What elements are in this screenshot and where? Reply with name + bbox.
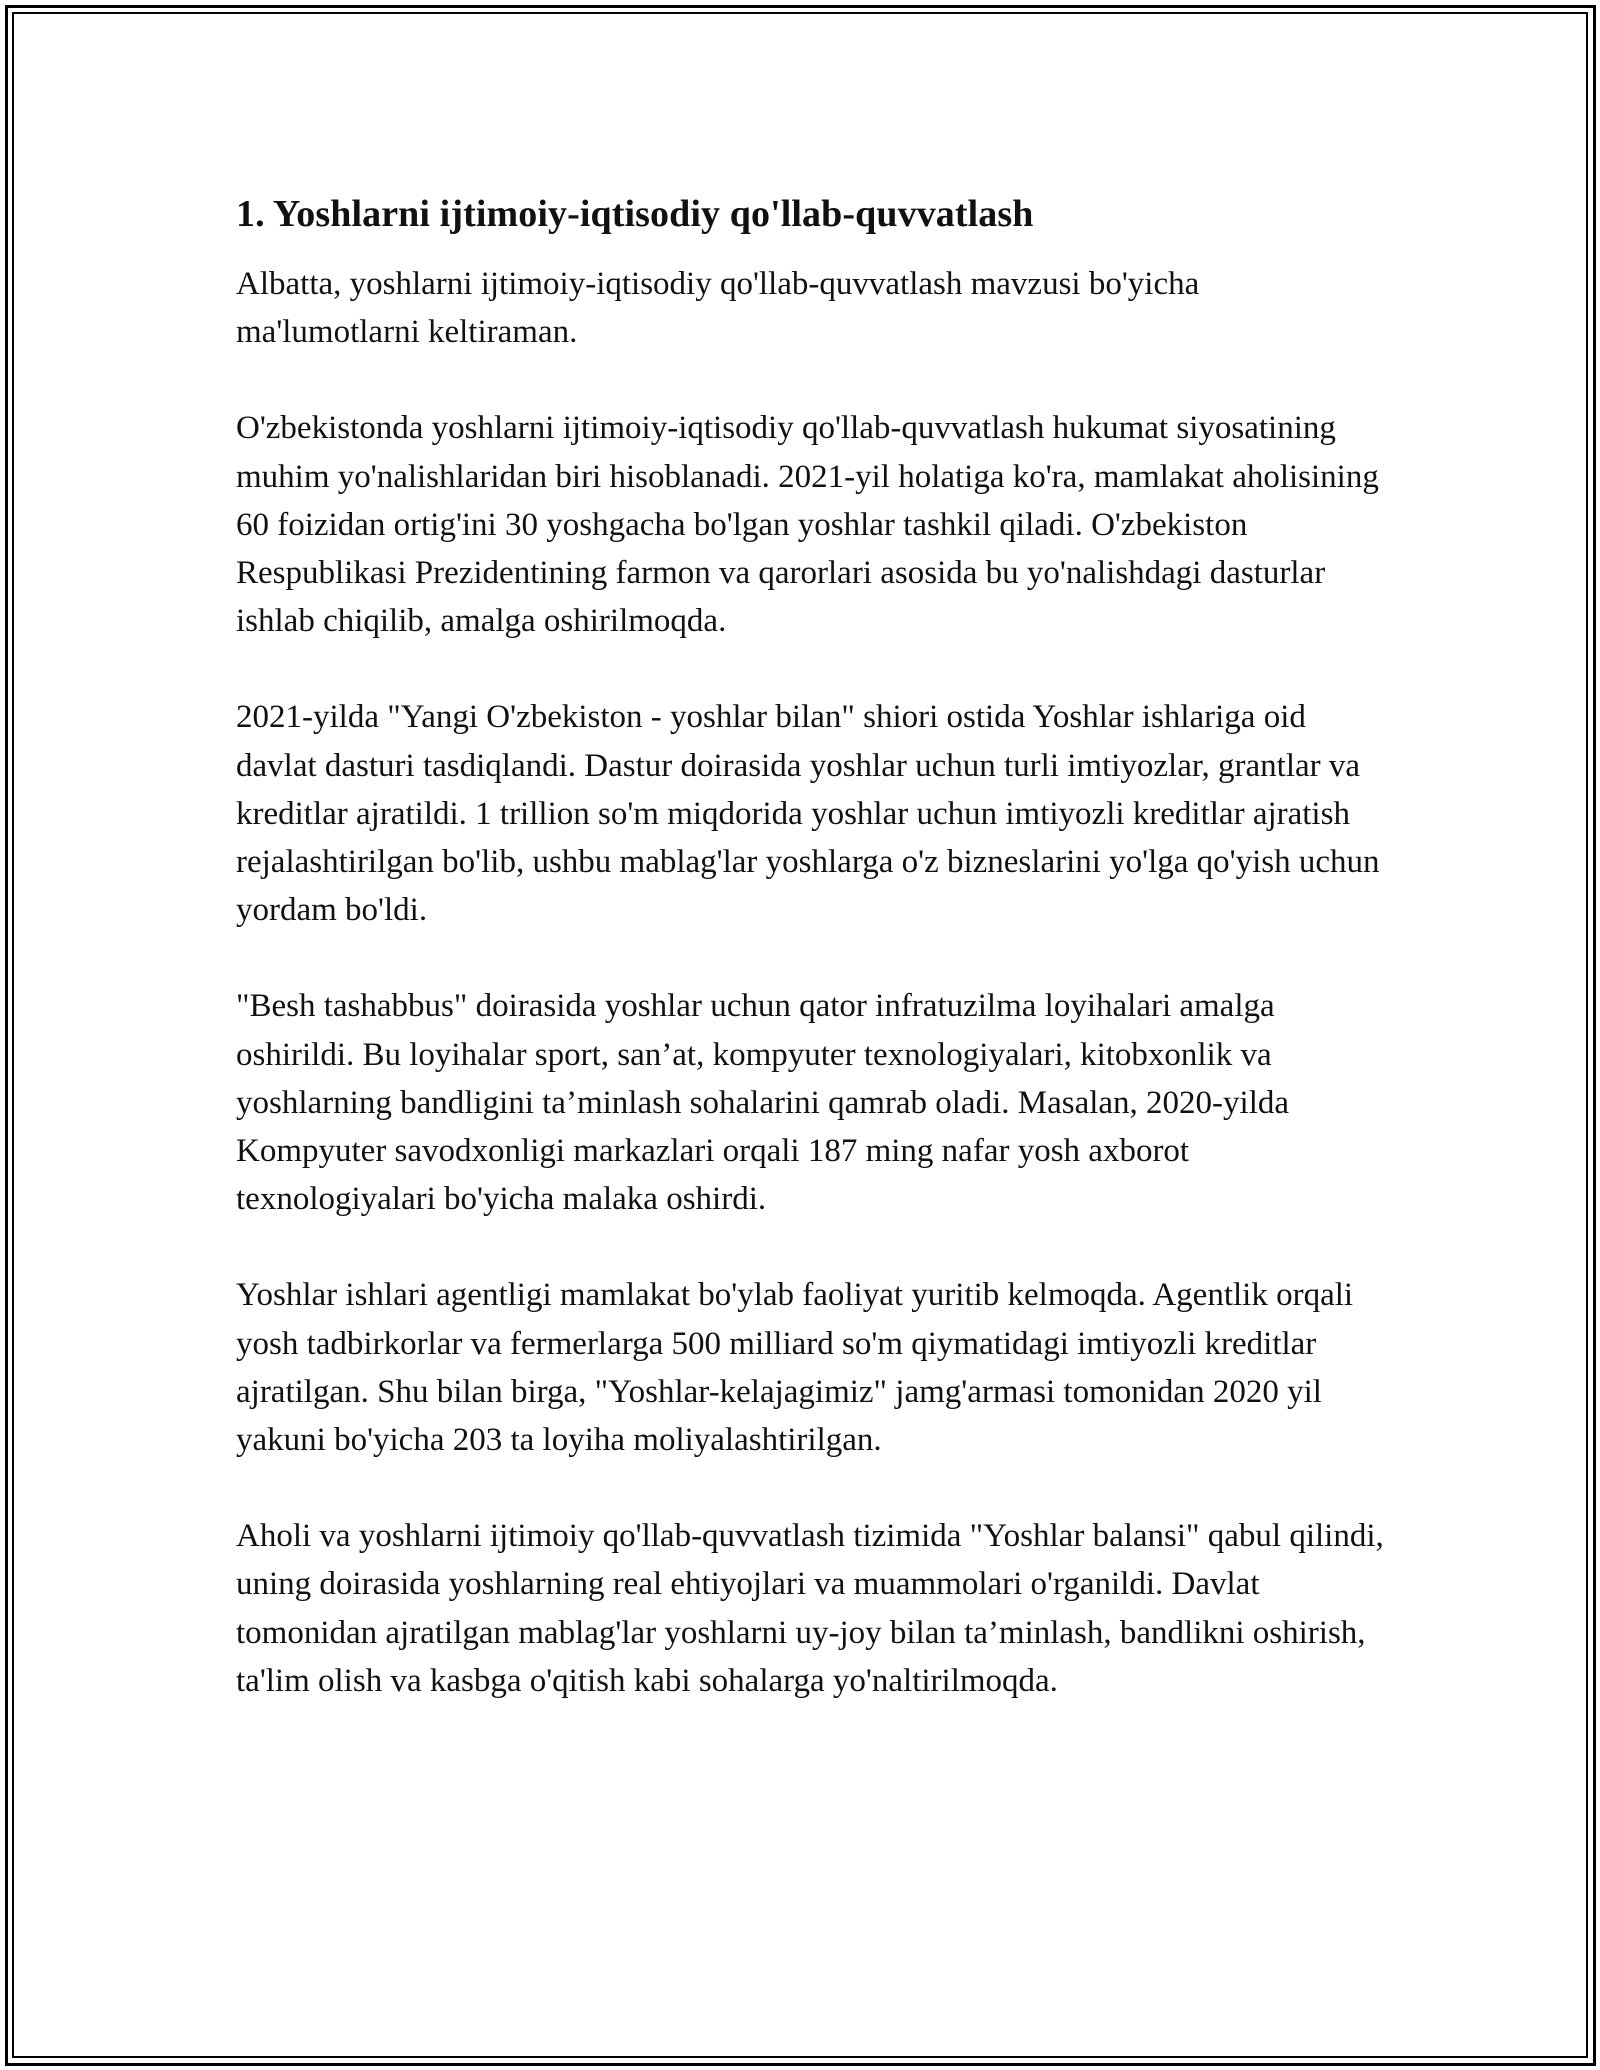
document-body	[236, 188, 1386, 1753]
section-heading: 1. Yoshlarni ijtimoiy-iqtisodiy qo'llab-quvvatlash	[236, 193, 1034, 235]
paragraph-state-program: 2021-yilda "Yangi O'zbekiston - yoshlar bilan" shiori ostida Yoshlar ishlariga oid davlat dasturi tasdiqlandi. Dastur doirasida yoshlar uchun turli imtiyozlar, grantlar va kreditlar ajratildi. 1 trillion so'm miqdorida yoshlar uchun imtiyozli kreditlar ajratish rejalashtirilgan bo'lib, ushbu mablag'lar yoshlarga o'z bizneslarini yo'lga qo'yish uchun yordam bo'ldi.	[236, 699, 1380, 929]
paragraph-intro: Albatta, yoshlarni ijtimoiy-iqtisodiy qo'llab-quvvatlash mavzusi bo'yicha ma'lumotlarni keltiraman.	[236, 266, 1200, 351]
paragraph-government-policy: O'zbekistonda yoshlarni ijtimoiy-iqtisodiy qo'llab-quvvatlash hukumat siyosatining muhim yo'nalishlaridan biri hisoblanadi. 2021-yil holatiga ko'ra, mamlakat aholisining 60 foizidan ortig'ini 30 yoshgacha bo'lgan yoshlar tashkil qiladi. O'zbekiston Respublikasi Prezidentining farmon va qarorlari asosida bu yo'nalishdagi dasturlar ishlab chiqilib, amalga oshirilmoqda.	[236, 410, 1379, 640]
paragraph-youth-agency: Yoshlar ishlari agentligi mamlakat bo'ylab faoliyat yuritib kelmoqda. Agentlik orqali yosh tadbirkorlar va fermerlarga 500 milliard so'm qiymatidagi imtiyozli kreditlar ajratilgan. Shu bilan birga, "Yoshlar-kelajagimiz" jamg'armasi tomonidan 2020 yil yakuni bo'yicha 203 ta loyiha moliyalashtirilgan.	[236, 1277, 1354, 1459]
paragraph-five-initiatives: "Besh tashabbus" doirasida yoshlar uchun qator infratuzilma loyihalari amalga oshirildi. Bu loyihalar sport, san’at, kompyuter texnologiyalari, kitobxonlik va yoshlarning bandligini ta’minlash sohalarini qamrab oladi. Masalan, 2020-yilda Kompyuter savodxonligi markazlari orqali 187 ming nafar yosh axborot texnologiyalari bo'yicha malaka oshirdi.	[236, 988, 1290, 1218]
paragraph-youth-balance: Aholi va yoshlarni ijtimoiy qo'llab-quvvatlash tizimida "Yoshlar balansi" qabul qilindi, uning doirasida yoshlarning real ehtiyojlari va muammolari o'rganildi. Davlat tomonidan ajratilgan mablag'lar yoshlarni uy-joy bilan ta’minlash, bandlikni oshirish, ta'lim olish va kasbga o'qitish kabi sohalarga yo'naltirilmoqda.	[236, 1518, 1384, 1699]
